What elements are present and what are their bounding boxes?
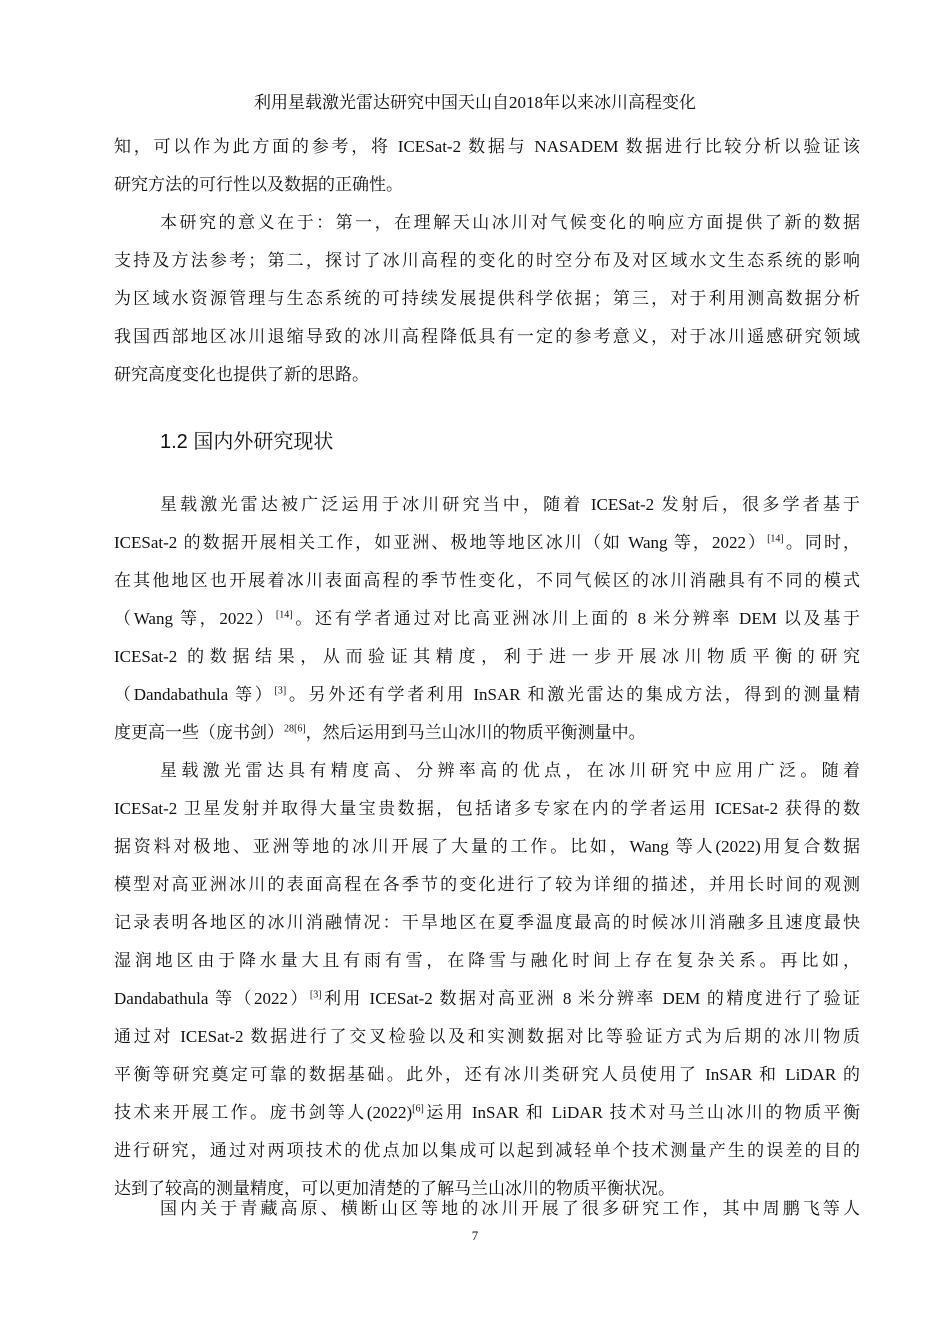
text-line <box>114 986 860 1012</box>
text-run: 。另外还有学者利用 InSAR 和激光雷达的集成方法，得到的测量精 <box>286 685 861 704</box>
text-line <box>114 682 860 708</box>
text-run: 度更高一些（庞书剑） <box>114 723 284 742</box>
text-run: 运用 InSAR 和 LiDAR 技术对马兰山冰川的物质平衡 <box>423 1103 860 1122</box>
text-line: 模型对高亚洲冰川的表面高程在各季节的变化进行了较为详细的描述，并用长时间的观测 <box>114 875 860 894</box>
text-run: 。还有学者通过对比高亚洲冰川上面的 8 米分辨率 DEM 以及基于 <box>292 609 861 628</box>
text-line: 支持及方法参考；第二，探讨了冰川高程的变化的时空分布及对区域水文生态系统的影响 <box>114 251 860 270</box>
text-line: 记录表明各地区的冰川消融情况：干旱地区在夏季温度最高的时候冰川消融多且速度最快 <box>114 913 860 932</box>
text-line <box>114 606 860 632</box>
text-run: Dandabathula 等（2022） <box>114 989 310 1008</box>
text-line: 在其他地区也开展着冰川表面高程的季节性变化，不同气候区的冰川消融具有不同的模式 <box>114 571 860 590</box>
citation: [3] <box>309 989 322 1001</box>
text-run: ，然后运用到马兰山冰川的物质平衡测量中。 <box>305 723 646 742</box>
citation: [14] <box>275 609 293 621</box>
text-line <box>114 530 860 556</box>
section-heading: 1.2 国内外研究现状 <box>160 431 334 453</box>
text-line: 湿润地区由于降水量大且有雨有雪，在降雪与融化时间上存在复杂关系。再比如， <box>114 951 860 970</box>
text-run: 利用 ICESat-2 数据对高亚洲 8 米分辨率 DEM 的精度进行了验证 <box>321 989 861 1008</box>
text-run: ICESat-2 的数据开展相关工作，如亚洲、极地等地区冰川（如 Wang 等，2022） <box>114 533 768 552</box>
text-line: ICESat-2 卫星发射并取得大量宝贵数据，包括诸多专家在内的学者运用 ICESat-2 获得的数 <box>114 799 860 818</box>
text-line: 知，可以作为此方面的参考，将 ICESat-2 数据与 NASADEM 数据进行比较分析以验证该 <box>114 137 860 156</box>
text-line: 星载激光雷达具有精度高、分辨率高的优点，在冰川研究中应用广泛。随着 <box>160 761 860 780</box>
text-line <box>114 720 860 746</box>
text-run: 。同时， <box>783 533 861 552</box>
text-line: 通过对 ICESat-2 数据进行了交叉检验以及和实测数据对比等验证方式为后期的冰川物质 <box>114 1027 860 1046</box>
citation: [6] <box>412 1103 424 1115</box>
citation: [14] <box>767 533 784 545</box>
text-line: ICESat-2 的数据结果，从而验证其精度，利于进一步开展冰川物质平衡的研究 <box>114 647 860 666</box>
text-line: 平衡等研究奠定可靠的数据基础。此外，还有冰川类研究人员使用了 InSAR 和 LiDAR 的 <box>114 1065 860 1084</box>
citation: 28[6] <box>284 723 306 735</box>
text-line <box>114 1100 860 1126</box>
text-line: 研究方法的可行性以及数据的正确性。 <box>114 175 403 194</box>
text-line: 达到了较高的测量精度，可以更加清楚的了解马兰山冰川的物质平衡状况。 <box>114 1179 675 1198</box>
text-line: 据资料对极地、亚洲等地的冰川开展了大量的工作。比如，Wang 等人(2022)用复合数据 <box>114 837 860 856</box>
page-number: 7 <box>471 1228 479 1243</box>
text-line: 国内关于青藏高原、横断山区等地的冰川开展了很多研究工作，其中周鹏飞等人 <box>160 1199 860 1218</box>
text-run: （Wang 等，2022） <box>114 609 276 628</box>
text-line: 研究高度变化也提供了新的思路。 <box>114 365 369 384</box>
text-line: 我国西部地区冰川退缩导致的冰川高程降低具有一定的参考意义，对于冰川遥感研究领域 <box>114 327 860 346</box>
citation: [3] <box>274 685 287 697</box>
text-run: 技术来开展工作。庞书剑等人(2022) <box>114 1103 413 1122</box>
running-header: 利用星载激光雷达研究中国天山自2018年以来冰川高程变化 <box>254 93 696 112</box>
text-line: 星载激光雷达被广泛运用于冰川研究当中，随着 ICESat-2 发射后，很多学者基于 <box>160 495 860 514</box>
text-line: 进行研究，通过对两项技术的优点加以集成可以起到减轻单个技术测量产生的误差的目的 <box>114 1141 860 1160</box>
text-run: （Dandabathula 等） <box>114 685 275 704</box>
text-line: 为区域水资源管理与生态系统的可持续发展提供科学依据；第三，对于利用测高数据分析 <box>114 289 860 308</box>
text-line: 本研究的意义在于：第一，在理解天山冰川对气候变化的响应方面提供了新的数据 <box>160 213 860 232</box>
